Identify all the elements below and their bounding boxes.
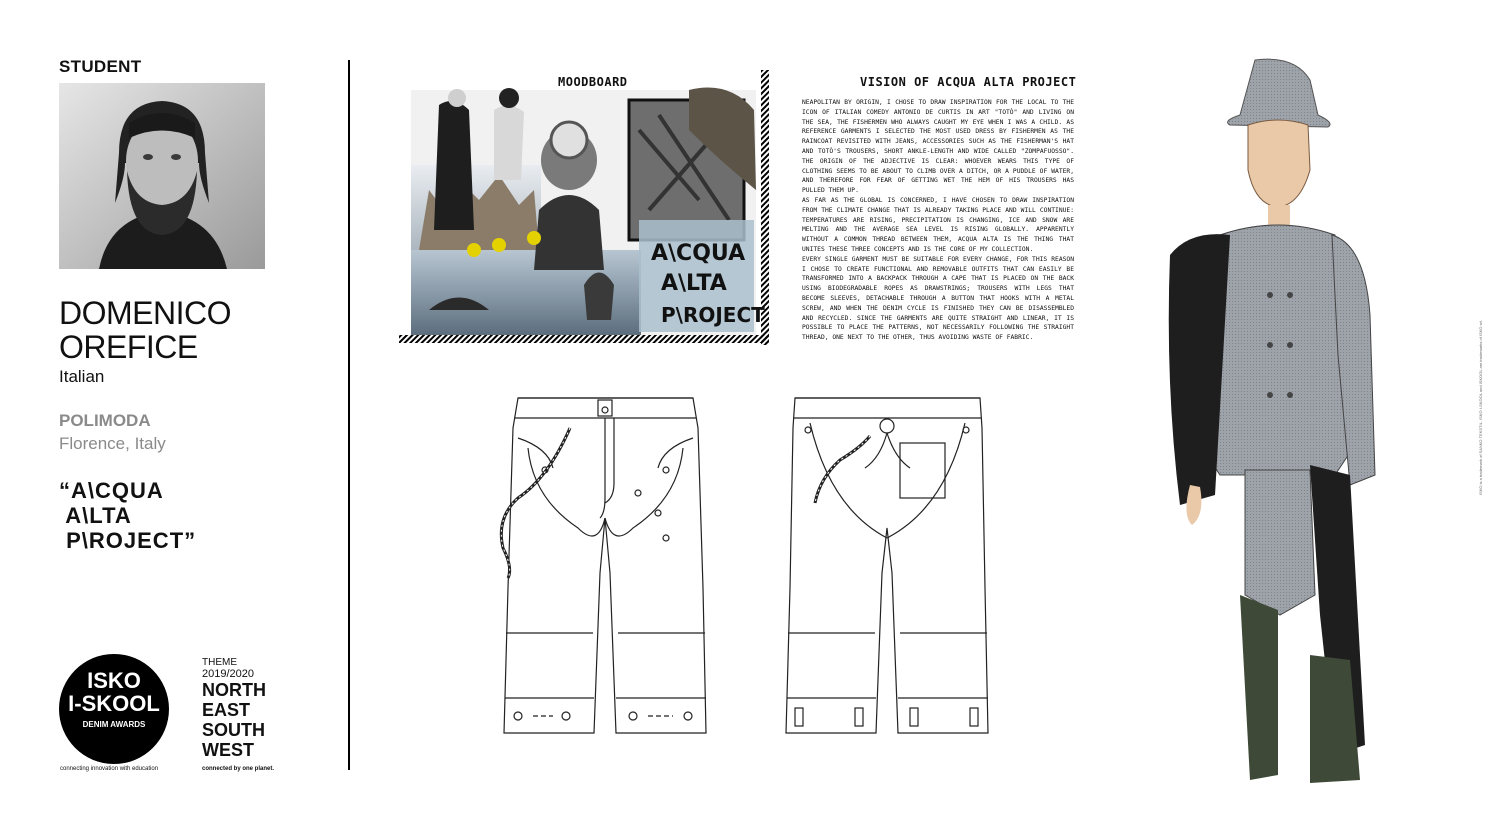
student-label: STUDENT bbox=[59, 57, 142, 76]
column-divider bbox=[348, 60, 350, 770]
portrait-image bbox=[59, 83, 265, 269]
first-name: DOMENICO bbox=[59, 295, 231, 331]
badge-line-2: I-SKOOL bbox=[68, 691, 160, 716]
vision-paragraph-1: NEAPOLITAN BY ORIGIN, I CHOSE TO DRAW INSPIRATION FOR THE LOCAL TO THE ICON OF ITALIAN COMEDY ANTONIO DE CURTIS IN ART "TOTÒ" AND LIVING ON THE SEA, THE FISHERMEN WHO ALWAYS CAUGHT MY EYE WHEN I WAS A CHILD. AS REFERENCE GARMENTS I SELECTED THE MOST USED DRESS BY FISHERMEN AS THE RAINCOAT REVISITED WITH JEANS, ACCESSORIES SUCH AS THE FISHERMAN'S HAT AND TOTÒ'S TROUSERS, SHORT ANKLE-LENGTH AND WIDE CALLED "ZOMPAFUOSSO". THE ORIGIN OF THE ADJECTIVE IS CLEAR: WHOEVER WEARS THIS TYPE OF CLOTHING SEEMS TO BE ABOUT TO CLIMB OVER A DITCH, OR A PUDDLE OF WATER, AND THEREFORE FOR FEAR OF GETTING WET THE HEM OF HIS TROUSERS HAS PULLED THEM UP. bbox=[802, 99, 1074, 195]
moodboard-logo-line-3: P\ROJECT bbox=[661, 303, 765, 327]
last-name: OREFICE bbox=[59, 329, 198, 365]
moodboard-logo-line-1: A\CQUA bbox=[651, 241, 746, 266]
moodboard-logo-line-2: A\LTA bbox=[661, 271, 727, 296]
student-name bbox=[59, 296, 231, 364]
moodboard-title: MOODBOARD bbox=[558, 75, 628, 89]
theme-year: 2019/2020 bbox=[202, 668, 254, 680]
trousers-front-flat bbox=[488, 388, 723, 753]
theme-word-west: WEST bbox=[202, 740, 254, 760]
theme-word-south: SOUTH bbox=[202, 720, 265, 740]
moodboard-image bbox=[399, 70, 769, 345]
theme-caption: connected by one planet. bbox=[202, 766, 275, 772]
student-portrait bbox=[59, 83, 265, 269]
badge-caption: connecting innovation with education bbox=[60, 766, 159, 772]
vision-paragraph-3: EVERY SINGLE GARMENT MUST BE SUITABLE FOR EVERY CHANGE, FOR THIS REASON I CHOSE TO CREATE FUNCTIONAL AND REMOVABLE OUTFITS THAT CAN EASILY BE TRANSFORMED INTO A BACKPACK THROUGH A CAPE THAT IS PLACED ON THE BACK USING BIODEGRADABLE ROPES AS DRAWSTRINGS; TROUSERS WITH LEGS THAT BECOME SLEEVES, DETACHABLE THROUGH A BUTTON THAT HOOKS WITH A METAL SCREW, AND WHEN THE DENIM CYCLE IS FINISHED THEY CAN BE DISASSEMBLED AND RECYCLED. SINCE THE GARMENTS ARE QUITE STRAIGHT AND LINEAR, IT IS POSSIBLE TO PLACE THE PATTERNS, NOT NECESSARILY FOLLOWING THE STRAIGHT THREAD, ONE NEXT TO THE OTHER, THUS AVOIDING WASTE OF FABRIC. bbox=[802, 255, 1074, 342]
fashion-illustration bbox=[1160, 55, 1380, 795]
nationality: Italian bbox=[59, 367, 105, 386]
project-line-1: “A\CQUA bbox=[59, 478, 164, 503]
trousers-back-flat bbox=[770, 388, 1005, 753]
badge-line-3: DENIM AWARDS bbox=[82, 720, 146, 729]
vision-title: VISION OF ACQUA ALTA PROJECT bbox=[860, 75, 1077, 89]
project-title bbox=[59, 478, 196, 553]
theme-label: THEME bbox=[202, 657, 237, 668]
theme-word-north: NORTH bbox=[202, 680, 266, 700]
moodboard-collage bbox=[399, 70, 769, 345]
school-name: POLIMODA bbox=[59, 411, 151, 430]
isko-badge-logo bbox=[59, 654, 169, 764]
copyright-note: ISKO is a trademark of SANKO TEKSTIL. ISKO I-SKOOL and ISKOOL are trademarks of ISKO srl. bbox=[1478, 320, 1483, 496]
school-city: Florence, Italy bbox=[59, 434, 166, 453]
project-line-2: A\LTA bbox=[59, 503, 132, 528]
theme-word-east: EAST bbox=[202, 700, 251, 720]
vision-text bbox=[802, 98, 1074, 343]
vision-paragraph-2: AS FAR AS THE GLOBAL IS CONCERNED, I HAVE CHOSEN TO DRAW INSPIRATION FROM THE CLIMATE CHANGE THAT IS ALREADY TAKING PLACE AND WILL CONTINUE: TEMPERATURES ARE RISING, PRECIPITATION IS CHANGING, ICE AND SNOW ARE MELTING AND THE AVERAGE SEA LEVEL IS RISING GLOBALLY. APPARENTLY WITHOUT A COMMON THREAD BETWEEN THEM, ACQUA ALTA IS THE THING THAT UNITES THESE THREE CONCEPTS AND IS THE CORE OF MY COLLECTION. bbox=[802, 196, 1074, 253]
project-line-3: P\ROJECT” bbox=[59, 528, 197, 553]
badge-line-1: ISKO bbox=[87, 668, 141, 693]
theme-block bbox=[202, 657, 266, 760]
